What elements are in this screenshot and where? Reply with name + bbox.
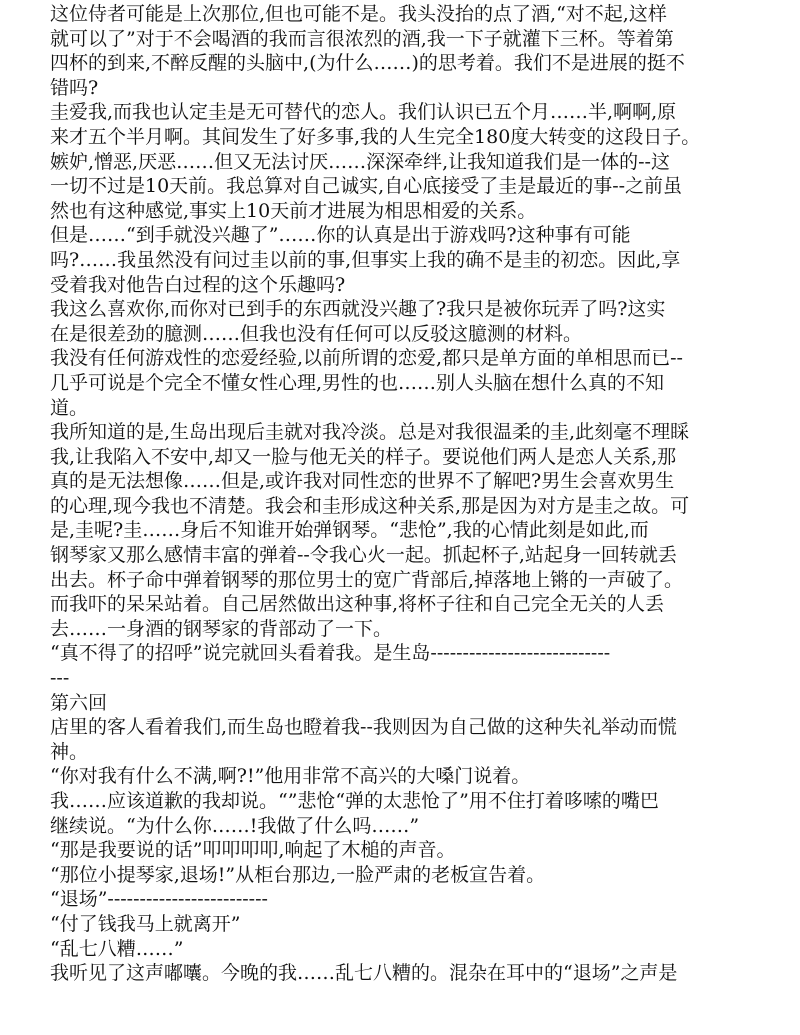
text-line: 神。 [50, 740, 89, 763]
text-line: 就可以了”对于不会喝酒的我而言很浓烈的酒,我一下子就灌下三杯。等着第 [50, 27, 674, 50]
text-line: 几乎可说是个完全不懂女性心理,男性的也……别人头脑在想什么真的不知 [50, 371, 665, 394]
text-line: 我所知道的是,生岛出现后圭就对我冷淡。总是对我很温柔的圭,此刻毫不理睬 [50, 421, 690, 444]
text-line: “真不得了的招呼”说完就回头看着我。是生岛---------------------------- [50, 642, 611, 665]
text-line: 然也有这种感觉,事实上10天前才进展为相思相爱的关系。 [50, 199, 537, 222]
document-page [50, 2, 750, 986]
text-line: “退场”------------------------- [50, 888, 268, 911]
text-line: 吗?……我虽然没有问过圭以前的事,但事实上我的确不是圭的初恋。因此,享 [50, 248, 681, 271]
text-line: 错吗? [50, 76, 99, 99]
text-line: 我听见了这声嘟囔。今晚的我……乱七八糟的。混杂在耳中的“退场”之声是 [50, 962, 678, 985]
text-line: 这位侍者可能是上次那位,但也可能不是。我头没抬的点了酒,“对不起,这样 [50, 3, 667, 25]
text-line: 嫉妒,憎恶,厌恶……但又无法讨厌……深深牵绊,让我知道我们是一体的--这 [50, 150, 670, 173]
text-line: 的心理,现今我也不清楚。我会和圭形成这种关系,那是因为对方是圭之故。可 [50, 494, 690, 517]
text-line: 是,圭呢?圭……身后不知谁开始弹钢琴。“悲怆”,我的心情此刻是如此,而 [50, 519, 649, 542]
text-line: 但是……“到手就没兴趣了”……你的认真是出于游戏吗?这种事有可能 [50, 224, 631, 247]
text-line: 四杯的到来,不醉反醒的头脑中,(为什么……)的思考着。我们不是进展的挺不 [50, 52, 685, 75]
text-line: --- [50, 667, 70, 690]
text-line: “那是我要说的话”叩叩叩叩,响起了木槌的声音。 [50, 839, 456, 862]
text-line: 而我吓的呆呆站着。自己居然做出这种事,将杯子往和自己完全无关的人丢 [50, 593, 665, 616]
text-line: 我没有任何游戏性的恋爱经验,以前所谓的恋爱,都只是单方面的单相思而已-- [50, 347, 683, 370]
text-line: 真的是无法想像……但是,或许我对同性恋的世界不了解吧?男生会喜欢男生 [50, 470, 675, 493]
text-line: 在是很差劲的臆测……但我也没有任何可以反驳这臆测的材料。 [50, 322, 583, 345]
text-line: 去……一身酒的钢琴家的背部动了一下。 [50, 617, 393, 640]
text-line: “那位小提琴家,退场!”从柜台那边,一脸严肃的老板宣告着。 [50, 863, 546, 886]
text-line: 钢琴家又那么感情丰富的弹着--令我心火一起。抓起杯子,站起身一回转就丢 [50, 544, 677, 567]
text-line: 出去。杯子命中弹着钢琴的那位男士的宽广背部后,掉落地上锵的一声破了。 [50, 568, 684, 591]
text-line: 来才五个半月啊。其间发生了好多事,我的人生完全180度大转变的这段日子。 [50, 125, 701, 148]
text-line: 受着我对他告白过程的这个乐趣吗? [50, 273, 346, 296]
text-line: 一切不过是10天前。我总算对自己诚实,自心底接受了圭是最近的事--之前虽 [50, 175, 683, 198]
text-line: 我这么喜欢你,而你对已到手的东西就没兴趣了?我只是被你玩弄了吗?这实 [50, 298, 666, 321]
text-line: “你对我有什么不满,啊?!”他用非常不高兴的大嗓门说着。 [50, 765, 531, 788]
text-line: “乱七八糟……” [50, 937, 184, 960]
text-line: 店里的客人看着我们,而生岛也瞪着我--我则因为自己做的这种失礼举动而慌 [50, 716, 677, 739]
chapter-heading: 第六回 [50, 691, 108, 714]
text-line: 道。 [50, 396, 89, 419]
text-line: 圭爱我,而我也认定圭是无可替代的恋人。我们认识已五个月……半,啊啊,原 [50, 101, 677, 124]
text-line: “付了钱我马上就离开” [50, 912, 241, 935]
text-line: 我……应该道歉的我却说。“”悲怆“弹的太悲怆了”用不住打着哆嗦的嘴巴 [50, 790, 659, 812]
text-line: 我,让我陷入不安中,却又一脸与他无关的样子。要说他们两人是恋人关系,那 [50, 445, 677, 468]
text-line: 继续说。“为什么你……!我做了什么吗……” [50, 814, 420, 837]
